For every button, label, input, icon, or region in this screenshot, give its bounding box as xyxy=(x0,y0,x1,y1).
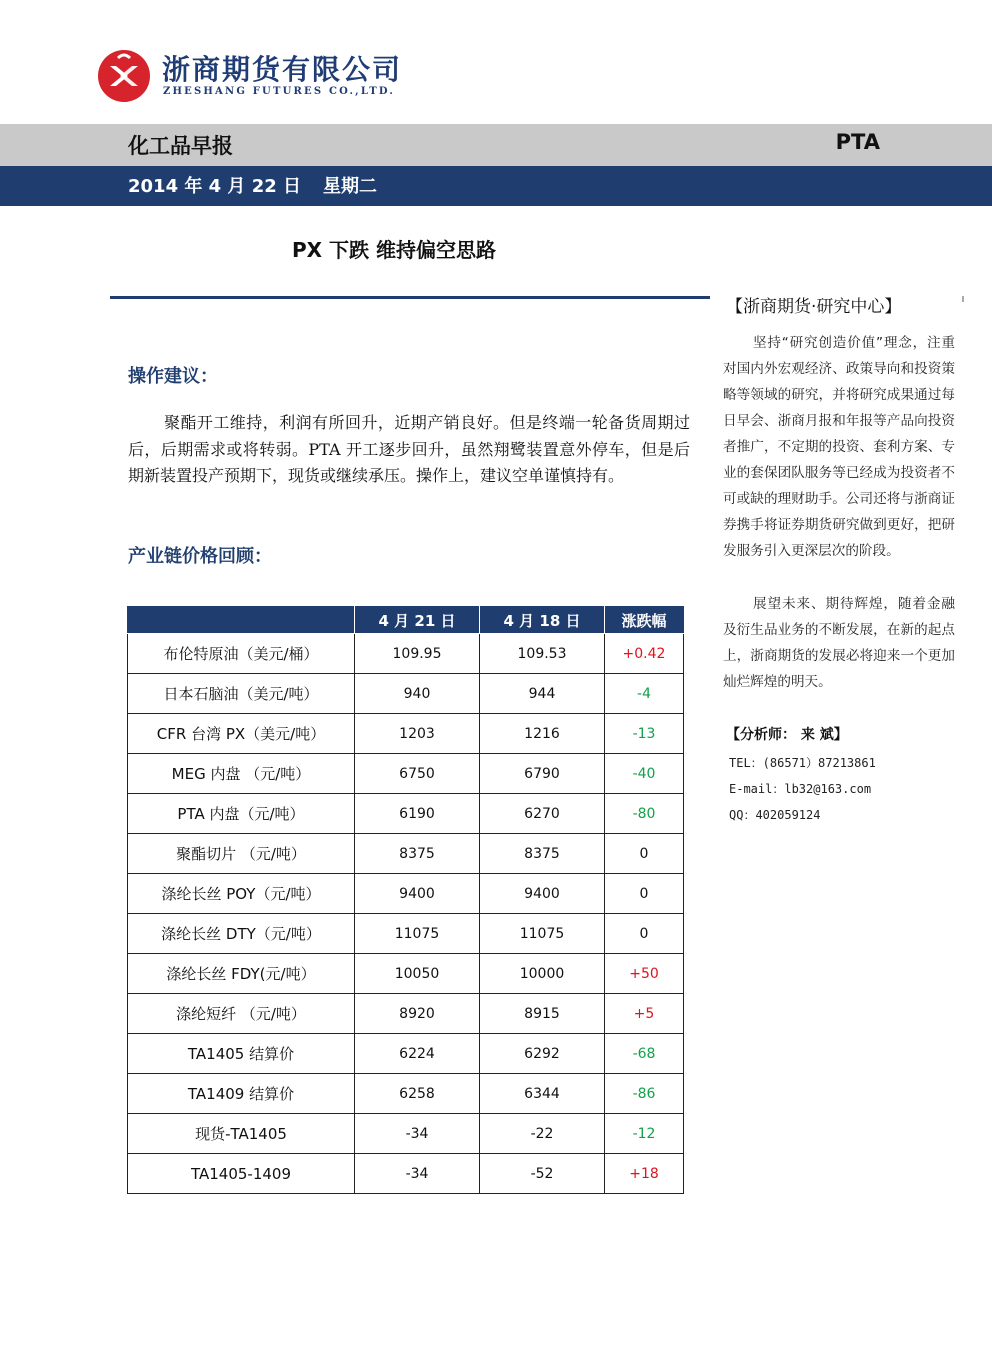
advice-title: 操作建议： xyxy=(128,366,218,387)
value-apr21: 940 xyxy=(355,674,480,714)
header-cell-apr18: 4 月 18 日 xyxy=(480,607,605,634)
table-row xyxy=(128,794,684,834)
value-apr18: 9400 xyxy=(480,874,605,914)
value-change: -4 xyxy=(605,674,684,714)
value-apr18: -22 xyxy=(480,1114,605,1154)
value-apr18: 1216 xyxy=(480,714,605,754)
row-label: 现货-TA1405 xyxy=(128,1114,355,1154)
value-change: -86 xyxy=(605,1074,684,1114)
row-label: TA1405-1409 xyxy=(128,1154,355,1194)
table-row xyxy=(128,834,684,874)
row-label: TA1409 结算价 xyxy=(128,1074,355,1114)
value-apr18: 8915 xyxy=(480,994,605,1034)
row-label: 涤纶长丝 FDY(元/吨） xyxy=(128,954,355,994)
value-change: -68 xyxy=(605,1034,684,1074)
report-date xyxy=(128,172,377,198)
value-change: -13 xyxy=(605,714,684,754)
table-row xyxy=(128,1034,684,1074)
value-apr21: -34 xyxy=(355,1114,480,1154)
sidebar-title: 【浙商期货·研究中心】 xyxy=(726,297,902,317)
value-apr18: 6270 xyxy=(480,794,605,834)
price-table-header xyxy=(128,607,684,634)
company-name-en: ZHESHANG FUTURES CO.,LTD. xyxy=(163,86,396,97)
value-apr21: 10050 xyxy=(355,954,480,994)
row-label: 涤纶长丝 POY（元/吨） xyxy=(128,874,355,914)
value-apr21: 6750 xyxy=(355,754,480,794)
headline-divider xyxy=(110,296,710,299)
value-change: +5 xyxy=(605,994,684,1034)
table-row xyxy=(128,1154,684,1194)
sidebar-title-mark xyxy=(962,296,964,302)
date-text: 2014 年 4 月 22 日 xyxy=(128,176,302,197)
value-apr18: 10000 xyxy=(480,954,605,994)
header-cell-item xyxy=(128,607,355,634)
analyst-qq: QQ：402059124 xyxy=(729,808,821,822)
row-label: MEG 内盘 （元/吨） xyxy=(128,754,355,794)
value-apr21: 9400 xyxy=(355,874,480,914)
value-apr21: 6190 xyxy=(355,794,480,834)
value-apr18: 6344 xyxy=(480,1074,605,1114)
value-change: -40 xyxy=(605,754,684,794)
row-label: 涤纶短纤 （元/吨） xyxy=(128,994,355,1034)
value-apr18: -52 xyxy=(480,1154,605,1194)
row-label: PTA 内盘（元/吨） xyxy=(128,794,355,834)
sidebar-intro: 坚持“研究创造价值”理念，注重对国内外宏观经济、政策导向和投资策略等领域的研究，并将研究成果通过每日早会、浙商月报和年报等产品向投资者推广，不定期的投资、套利方案、专业的套保团队服务等已经成为投资者不可或缺的理财助手。公司还将与浙商证券携手将证券期货研究做到更好，把研发服务引入更深层次的阶段。 xyxy=(723,335,955,559)
date-band xyxy=(0,166,992,206)
value-apr18: 8375 xyxy=(480,834,605,874)
value-change: 0 xyxy=(605,914,684,954)
product-name: PTA xyxy=(835,130,880,154)
table-row xyxy=(128,1114,684,1154)
value-change: -12 xyxy=(605,1114,684,1154)
value-change: +0.42 xyxy=(605,634,684,674)
table-row xyxy=(128,1074,684,1114)
company-logo xyxy=(96,44,403,108)
price-table xyxy=(127,606,684,1194)
analyst-email: E-mail：lb32@163.com xyxy=(729,782,872,796)
company-name-cn: 浙商期货有限公司 xyxy=(162,53,403,86)
value-change: -80 xyxy=(605,794,684,834)
value-apr21: 8920 xyxy=(355,994,480,1034)
value-apr21: 1203 xyxy=(355,714,480,754)
table-row xyxy=(128,674,684,714)
value-change: +50 xyxy=(605,954,684,994)
logo-emblem-icon xyxy=(96,46,152,104)
headline: PX 下跌 维持偏空思路 xyxy=(292,238,497,262)
table-row xyxy=(128,714,684,754)
value-apr18: 6790 xyxy=(480,754,605,794)
value-apr18: 109.53 xyxy=(480,634,605,674)
row-label: 聚酯切片 （元/吨） xyxy=(128,834,355,874)
table-row xyxy=(128,754,684,794)
advice-body: 聚酯开工维持，利润有所回升，近期产销良好。但是终端一轮备货周期过后，后期需求或将转弱。PTA 开工逐步回升，虽然翔鹭装置意外停车，但是后期新装置投产预期下，现货或继续承压。操作上，建议空单谨慎持有。 xyxy=(128,413,690,485)
table-row xyxy=(128,954,684,994)
table-row xyxy=(128,874,684,914)
value-apr21: 11075 xyxy=(355,914,480,954)
value-apr21: 8375 xyxy=(355,834,480,874)
row-label: CFR 台湾 PX（美元/吨） xyxy=(128,714,355,754)
value-apr21: -34 xyxy=(355,1154,480,1194)
sidebar-outlook: 展望未来、期待辉煌，随着金融及衍生品业务的不断发展，在新的起点上，浙商期货的发展必将迎来一个更加灿烂辉煌的明天。 xyxy=(723,596,955,690)
table-row xyxy=(128,634,684,674)
value-change: +18 xyxy=(605,1154,684,1194)
value-apr21: 6224 xyxy=(355,1034,480,1074)
value-apr18: 11075 xyxy=(480,914,605,954)
row-label: 日本石脑油（美元/吨） xyxy=(128,674,355,714)
header-cell-change: 涨跌幅 xyxy=(605,607,684,634)
weekday-text: 星期二 xyxy=(323,176,378,197)
value-apr18: 6292 xyxy=(480,1034,605,1074)
row-label: 涤纶长丝 DTY（元/吨） xyxy=(128,914,355,954)
analyst-name: 【分析师： 来 斌】 xyxy=(726,727,848,743)
table-row xyxy=(128,994,684,1034)
analyst-tel: TEL：(86571）87213861 xyxy=(729,756,876,770)
row-label: TA1405 结算价 xyxy=(128,1034,355,1074)
row-label: 布伦特原油（美元/桶） xyxy=(128,634,355,674)
header-cell-apr21: 4 月 21 日 xyxy=(355,607,480,634)
value-change: 0 xyxy=(605,874,684,914)
review-title: 产业链价格回顾： xyxy=(128,546,272,567)
value-apr21: 6258 xyxy=(355,1074,480,1114)
value-change: 0 xyxy=(605,834,684,874)
value-apr21: 109.95 xyxy=(355,634,480,674)
table-row xyxy=(128,914,684,954)
value-apr18: 944 xyxy=(480,674,605,714)
report-type: 化工品早报 xyxy=(128,134,233,158)
report-header-band xyxy=(0,124,992,166)
